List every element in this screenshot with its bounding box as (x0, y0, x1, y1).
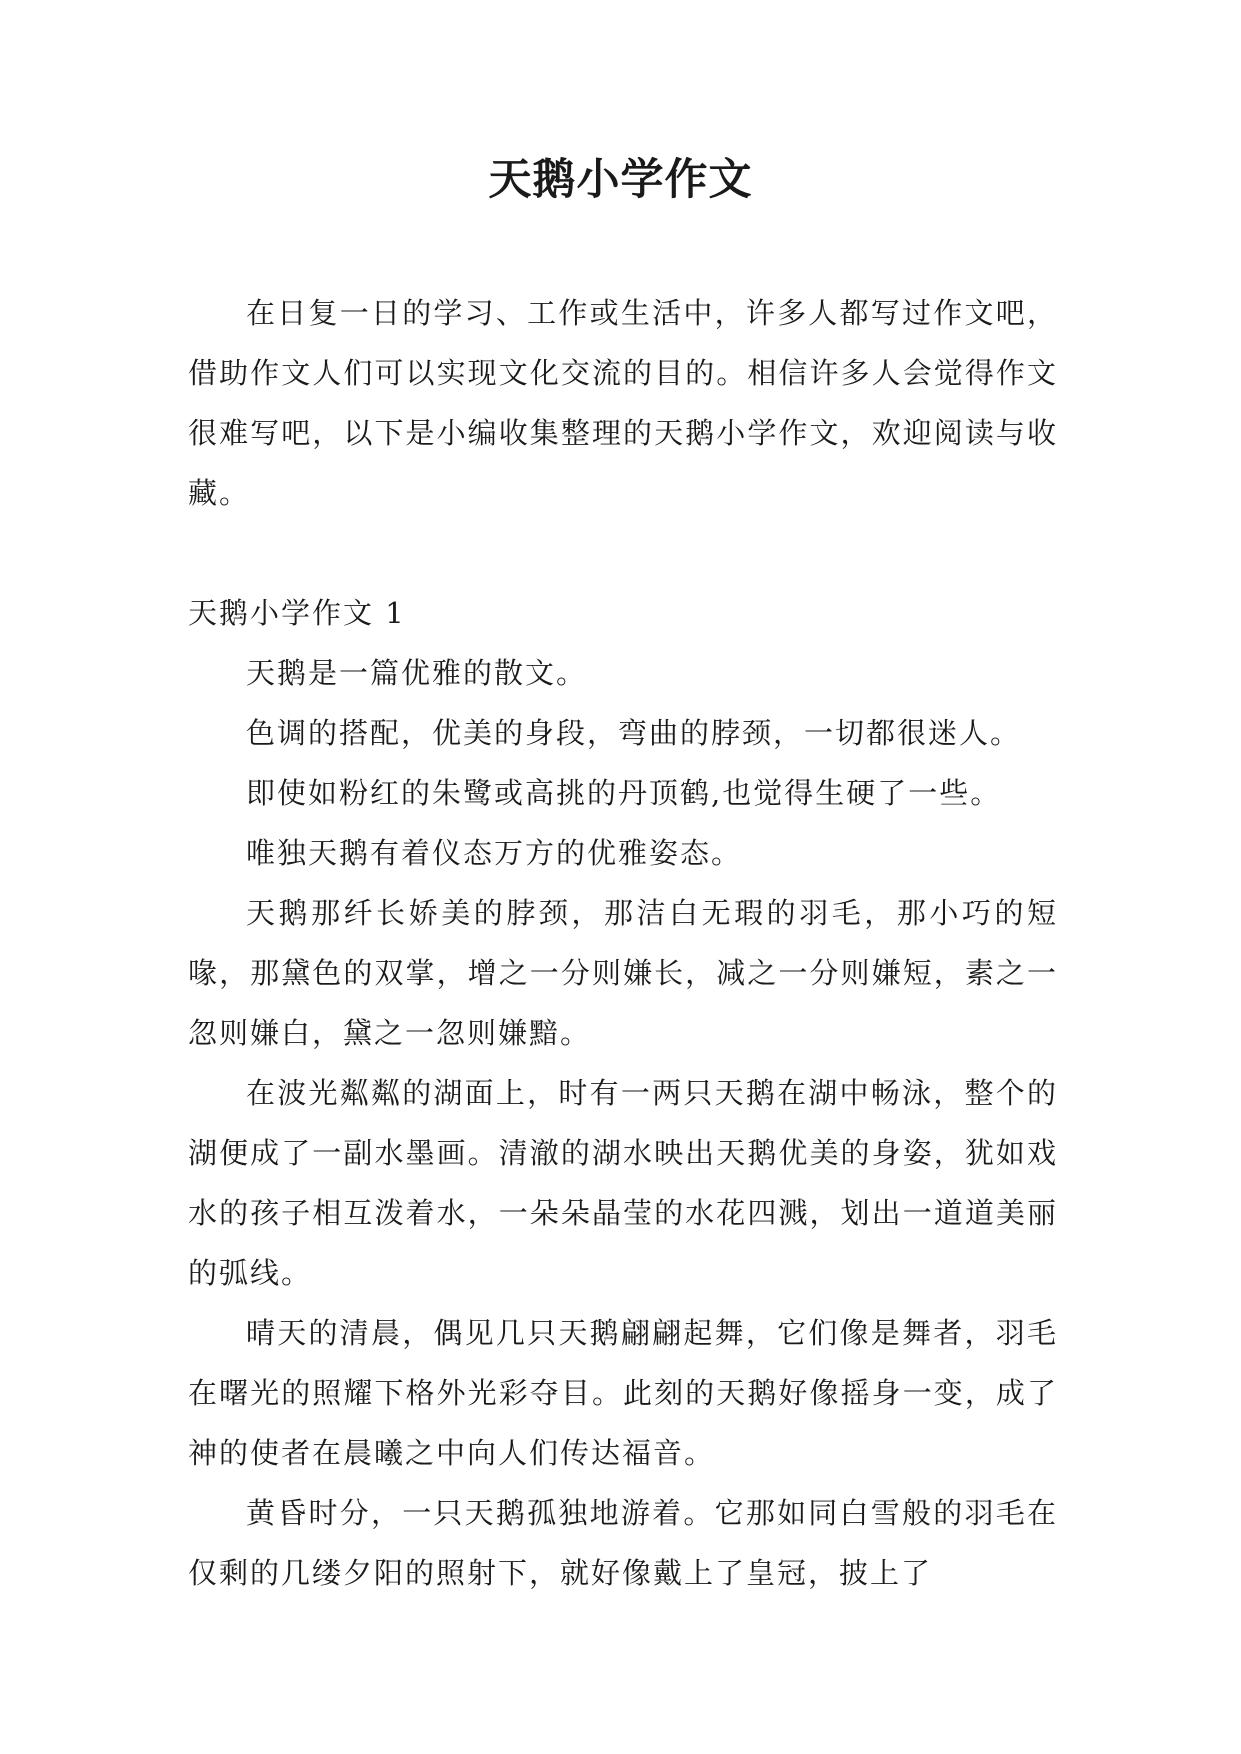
document-body (188, 283, 1058, 1603)
body-paragraph: 即使如粉红的朱鹭或高挑的丹顶鹤,也觉得生硬了一些。 (246, 776, 1002, 810)
document-title: 天鹅小学作文 (488, 155, 753, 205)
body-paragraph: 晴天的清晨，偶见几只天鹅翩翩起舞，它们像是舞者，羽毛在曙光的照耀下格外光彩夺目。此刻的天鹅好像摇身一变，成了神的使者在晨曦之中向人们传达福音。 (188, 1316, 1058, 1470)
body-paragraph: 天鹅那纤长娇美的脖颈，那洁白无瑕的羽毛，那小巧的短喙，那黛色的双掌，增之一分则嫌长，减之一分则嫌短，素之一忽则嫌白，黛之一忽则嫌黯。 (188, 896, 1058, 1050)
intro-paragraph: 在日复一日的学习、工作或生活中，许多人都写过作文吧，借助作文人们可以实现文化交流的目的。相信许多人会觉得作文很难写吧，以下是小编收集整理的天鹅小学作文，欢迎阅读与收藏。 (188, 296, 1058, 510)
body-paragraph: 色调的搭配，优美的身段，弯曲的脖颈，一切都很迷人。 (246, 716, 1022, 750)
section-heading: 天鹅小学作文 1 (188, 596, 406, 630)
body-paragraph: 天鹅是一篇优雅的散文。 (246, 656, 588, 690)
paragraph-spacer (188, 523, 1058, 583)
body-paragraph: 黄昏时分，一只天鹅孤独地游着。它那如同白雪般的羽毛在仅剩的几缕夕阳的照射下，就好像戴上了皇冠，披上了 (188, 1496, 1058, 1590)
body-paragraph: 在波光粼粼的湖面上，时有一两只天鹅在湖中畅泳，整个的湖便成了一副水墨画。清澈的湖水映出天鹅优美的身姿，犹如戏水的孩子相互泼着水，一朵朵晶莹的水花四溅，划出一道道美丽的弧线。 (188, 1076, 1058, 1290)
body-paragraph: 唯独天鹅有着仪态万方的优雅姿态。 (246, 836, 743, 870)
